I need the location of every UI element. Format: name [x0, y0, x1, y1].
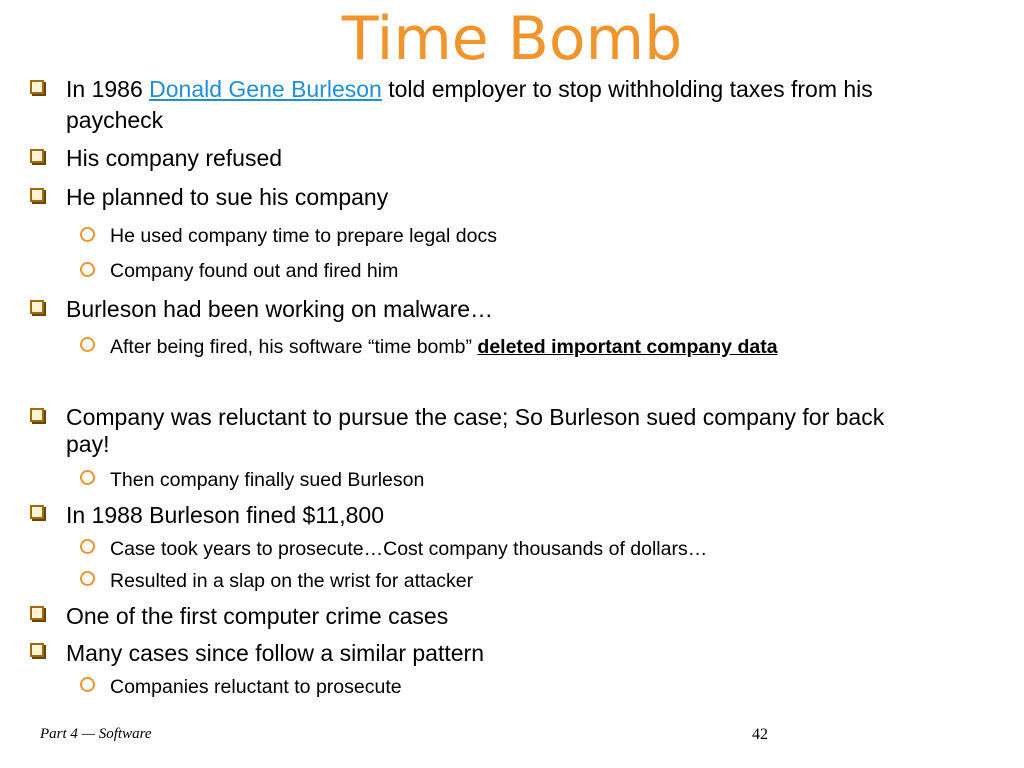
sub-bullet-slap-wrist: Resulted in a slap on the wrist for attacker — [110, 570, 474, 592]
square-bullet-icon — [30, 80, 44, 94]
bullet-text: After being fired, his software “time bomb” — [110, 336, 478, 358]
sub-bullet-prosecute-years: Case took years to prosecute…Cost company thousands of dollars… — [110, 538, 708, 560]
circle-bullet-icon — [80, 539, 95, 554]
emphasis-text: deleted important company data — [477, 336, 778, 358]
footer-section-label: Part 4 — Software — [40, 726, 152, 742]
bullet-reluctant: Company was reluctant to pursue the case; So Burleson sued company for back — [66, 404, 885, 430]
bullet-text: told employer to stop withholding taxes from his — [381, 76, 873, 102]
bullet-text: In 1986 — [66, 76, 150, 102]
sub-bullet-time-bomb — [110, 336, 778, 359]
square-bullet-icon — [30, 149, 44, 163]
bullet-fined: In 1988 Burleson fined $11,800 — [66, 502, 384, 528]
bullet-burleson-taxes — [66, 76, 873, 103]
square-bullet-icon — [30, 643, 44, 657]
square-bullet-icon — [30, 606, 44, 620]
bullet-continuation: pay! — [66, 431, 110, 457]
page-number: 42 — [752, 726, 768, 743]
bullet-malware: Burleson had been working on malware… — [66, 296, 494, 322]
circle-bullet-icon — [80, 337, 95, 352]
sub-bullet-legal-docs: He used company time to prepare legal docs — [110, 225, 497, 247]
sub-bullet-fired: Company found out and fired him — [110, 260, 399, 282]
square-bullet-icon — [30, 505, 44, 519]
circle-bullet-icon — [80, 677, 95, 692]
sub-bullet-reluctant-prosecute: Companies reluctant to prosecute — [110, 676, 402, 698]
slide-title: Time Bomb — [341, 4, 683, 74]
sub-bullet-sued-burleson: Then company finally sued Burleson — [110, 469, 425, 491]
circle-bullet-icon — [80, 227, 95, 242]
square-bullet-icon — [30, 408, 44, 422]
burleson-link[interactable]: Donald Gene Burleson — [149, 76, 382, 102]
bullet-company-refused: His company refused — [66, 145, 283, 171]
circle-bullet-icon — [80, 571, 95, 586]
circle-bullet-icon — [80, 470, 95, 485]
square-bullet-icon — [30, 188, 44, 202]
circle-bullet-icon — [80, 262, 95, 277]
bullet-continuation: paycheck — [66, 107, 164, 133]
bullet-planned-sue: He planned to sue his company — [66, 184, 389, 210]
bullet-first-crime: One of the first computer crime cases — [66, 603, 449, 629]
bullet-similar-pattern: Many cases since follow a similar pattern — [66, 640, 484, 666]
square-bullet-icon — [30, 300, 44, 314]
